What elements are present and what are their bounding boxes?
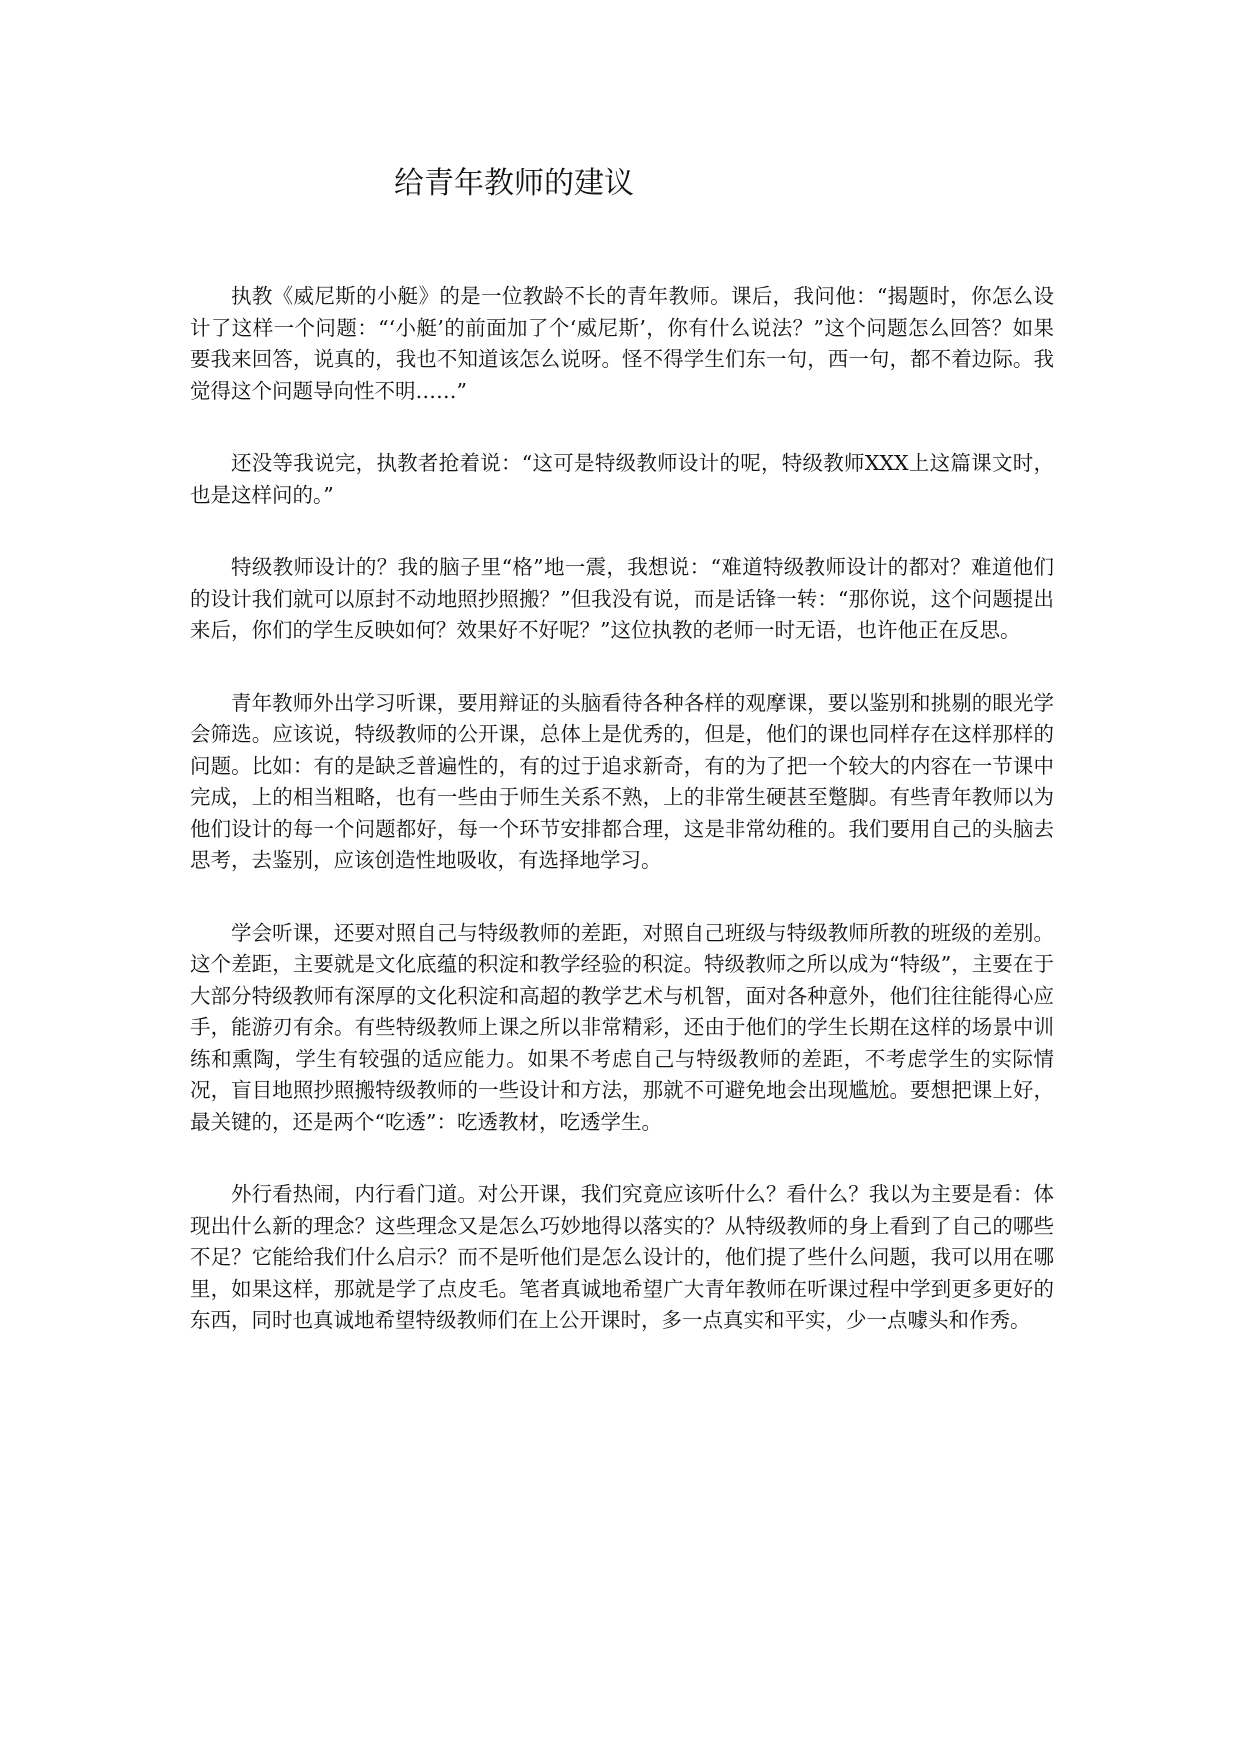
paragraph-5: 学会听课，还要对照自己与特级教师的差距，对照自己班级与特级教师所教的班级的差别。这个差距，主要就是文化底蕴的积淀和教学经验的积淀。特级教师之所以成为“特级”，主要在于大部分特级教师有深厚的文化积淀和高超的教学艺术与机智，面对各种意外，他们往往能得心应手，能游刃有余。有些特级教师上课之所以非常精彩，还由于他们的学生长期在这样的场景中训练和熏陶，学生有较强的适应能力。如果不考虑自己与特级教师的差距，不考虑学生的实际情况，盲目地照抄照搬特级教师的一些设计和方法，那就不可避免地会出现尴尬。要想把课上好，最关键的，还是两个“吃透”：吃透教材，吃透学生。 (190, 920, 1054, 1134)
paragraph-1: 执教《威尼斯的小艇》的是一位教龄不长的青年教师。课后，我问他：“揭题时，你怎么设计了这样一个问题：“‘小艇’的前面加了个‘威尼斯’，你有什么说法？”这个问题怎么回答？如果要我来回答，说真的，我也不知道该怎么说呀。怪不得学生们东一句，西一句，都不着边际。我觉得这个问题导向性不明……” (190, 284, 1054, 403)
document-title: 给青年教师的建议 (394, 166, 634, 201)
paragraph-3: 特级教师设计的？我的脑子里“格”地一震，我想说：“难道特级教师设计的都对？难道他们的设计我们就可以原封不动地照抄照搬？”但我没有说，而是话锋一转：“那你说，这个问题提出来后，你们的学生反映如何？效果好不好呢？”这位执教的老师一时无语，也许他正在反思。 (190, 555, 1054, 642)
paragraph-4: 青年教师外出学习听课，要用辩证的头脑看待各种各样的观摩课，要以鉴别和挑剔的眼光学会筛选。应该说，特级教师的公开课，总体上是优秀的，但是，他们的课也同样存在这样那样的问题。比如：有的是缺乏普遍性的，有的过于追求新奇，有的为了把一个较大的内容在一节课中完成，上的相当粗略，也有一些由于师生关系不熟，上的非常生硬甚至蹩脚。有些青年教师以为他们设计的每一个问题都好，每一个环节安排都合理，这是非常幼稚的。我们要用自己的头脑去思考，去鉴别，应该创造性地吸收，有选择地学习。 (190, 690, 1054, 872)
document-body (190, 281, 1054, 1378)
paragraph-2: 还没等我说完，执教者抢着说：“这可是特级教师设计的呢，特级教师XXX上这篇课文时，也是这样问的。” (190, 451, 1054, 507)
paragraph-6: 外行看热闹，内行看门道。对公开课，我们究竟应该听什么？看什么？我以为主要是看：体现出什么新的理念？这些理念又是怎么巧妙地得以落实的？从特级教师的身上看到了自己的哪些不足？它能给我们什么启示？而不是听他们是怎么设计的，他们提了些什么问题，我可以用在哪里，如果这样，那就是学了点皮毛。笔者真诚地希望广大青年教师在听课过程中学到更多更好的东西，同时也真诚地希望特级教师们在上公开课时，多一点真实和平实，少一点噱头和作秀。 (190, 1182, 1054, 1332)
